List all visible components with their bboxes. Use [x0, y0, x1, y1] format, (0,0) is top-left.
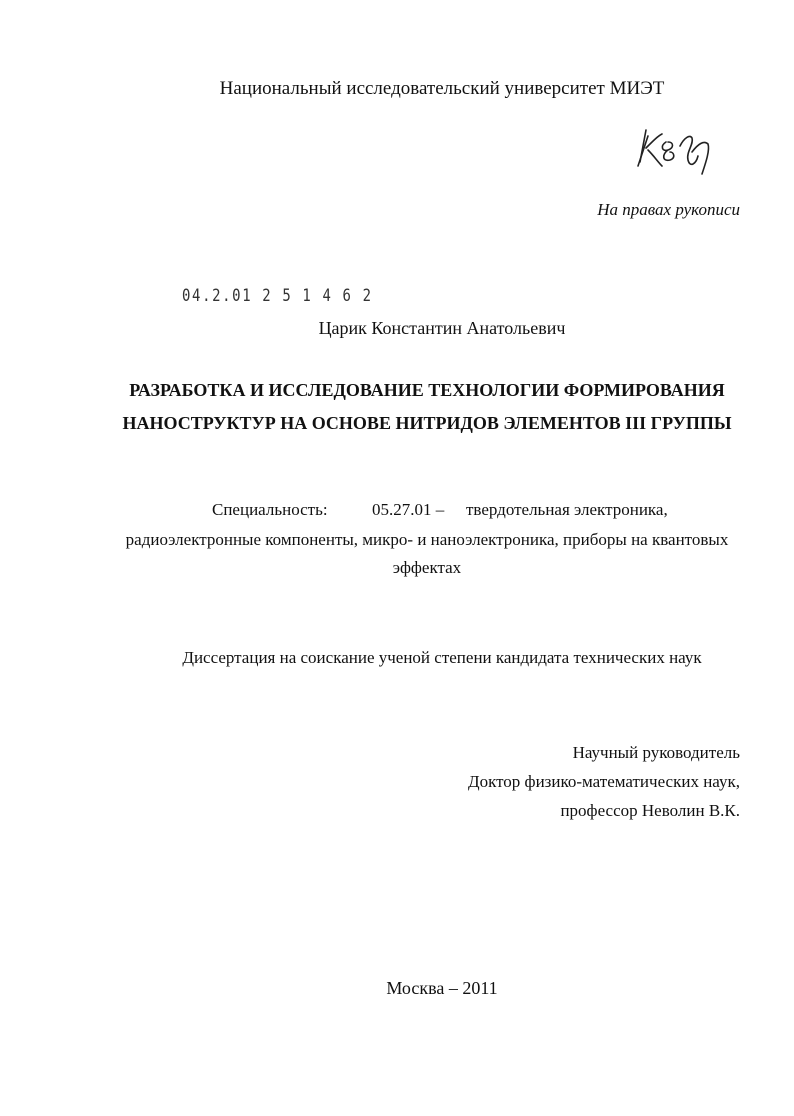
supervisor-role: Научный руководитель	[572, 743, 740, 762]
specialty-continuation: радиоэлектронные компоненты, микро- и наноэлектроника, приборы на квантовых	[125, 530, 729, 549]
dissertation-statement: Диссертация на соискание ученой степени кандидата технических наук	[182, 648, 702, 667]
university-name: Национальный исследовательский университет МИЭТ	[219, 78, 665, 99]
specialty-line	[212, 500, 668, 520]
supervisor-block	[468, 738, 740, 825]
specialty-label: Специальность:	[212, 500, 328, 519]
supervisor-degree: Доктор физико-математических наук,	[467, 772, 740, 791]
specialty-code: 05.27.01 –	[372, 500, 445, 519]
specialty-text: твердотельная электроника,	[466, 500, 668, 519]
rights-note: На правах рукописи	[597, 200, 740, 219]
city-year: Москва – 2011	[386, 978, 498, 998]
supervisor-name: профессор Неволин В.К.	[560, 801, 740, 820]
thesis-title-line1: РАЗРАБОТКА И ИССЛЕДОВАНИЕ ТЕХНОЛОГИИ ФОРМИРОВАНИЯ	[129, 380, 725, 400]
thesis-title	[0, 374, 794, 440]
registration-stamp: 04.2.01 2 5 1 4 6 2	[182, 286, 373, 306]
handwritten-signature	[632, 122, 728, 180]
author-name: Царик Константин Анатольевич	[318, 318, 566, 338]
thesis-title-line2: НАНОСТРУКТУР НА ОСНОВЕ НИТРИДОВ ЭЛЕМЕНТОВ III ГРУППЫ	[122, 413, 732, 433]
specialty-continuation-end: эффектах	[392, 558, 462, 577]
